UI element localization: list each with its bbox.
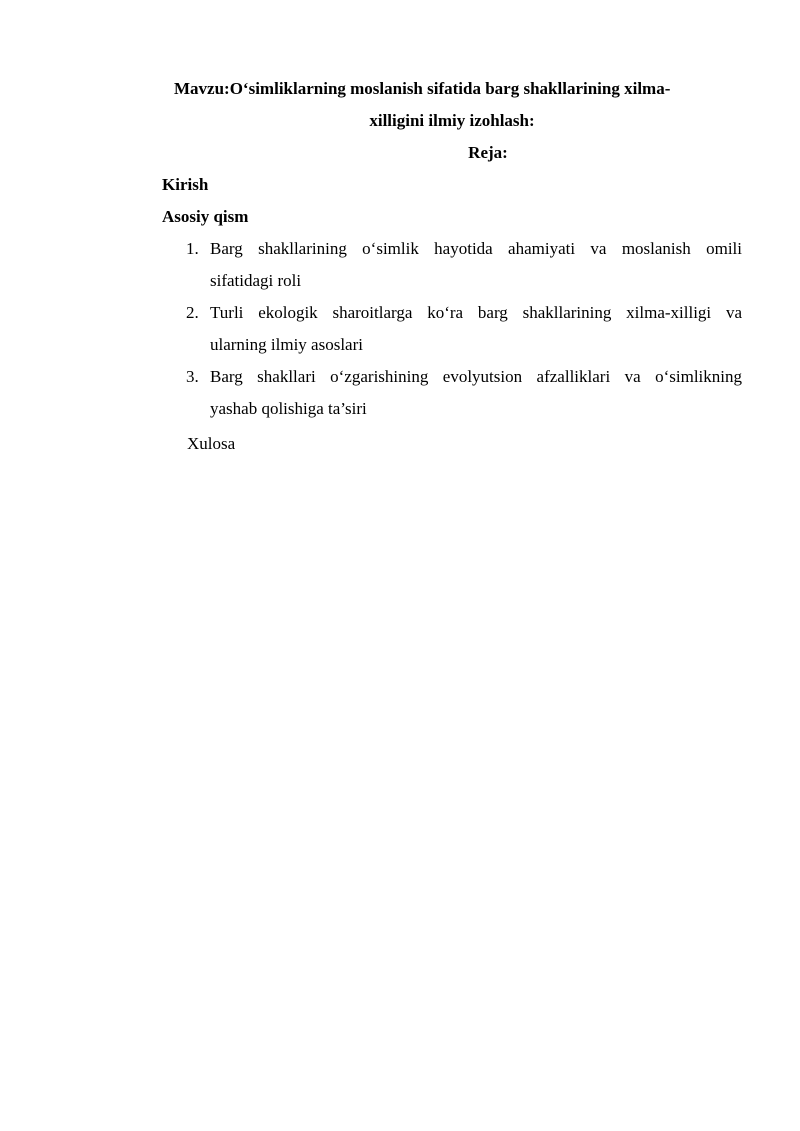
list-item-number: 2. [186, 303, 199, 322]
list-item-number: 3. [186, 367, 199, 386]
intro-label: Kirish [162, 175, 209, 194]
list-item-text-line-1: Turli ekologik sharoitlarga ko‘ra barg shakllarining xilma-xilligi va [210, 303, 742, 322]
list-item-text-line-2: yashab qolishiga ta’siri [210, 399, 367, 418]
plan-list [186, 233, 742, 425]
list-item [186, 297, 742, 361]
plan-heading [160, 137, 744, 169]
conclusion-label: Xulosa [187, 434, 236, 453]
list-item-text-line-1: Barg shakllari o‘zgarishining evolyutsion afzalliklari va o‘simlikning [210, 367, 742, 386]
page-title-line-2: xilligini ilmiy izohlash: [369, 111, 535, 130]
list-item-number: 1. [186, 239, 199, 258]
plan-heading-text: Reja: [468, 143, 508, 162]
list-item-text-line-2: sifatidagi roli [210, 271, 302, 290]
list-item [186, 233, 742, 297]
list-item-text-line-2: ularning ilmiy asoslari [210, 335, 363, 354]
page-title-line-1: Mavzu:O‘simliklarning moslanish sifatida barg shakllarining xilma- [174, 79, 671, 98]
list-item-text-line-1: Barg shakllarining o‘simlik hayotida ahamiyati va moslanish omili [210, 239, 742, 258]
main-part-label: Asosiy qism [162, 207, 249, 226]
list-item [186, 361, 742, 425]
